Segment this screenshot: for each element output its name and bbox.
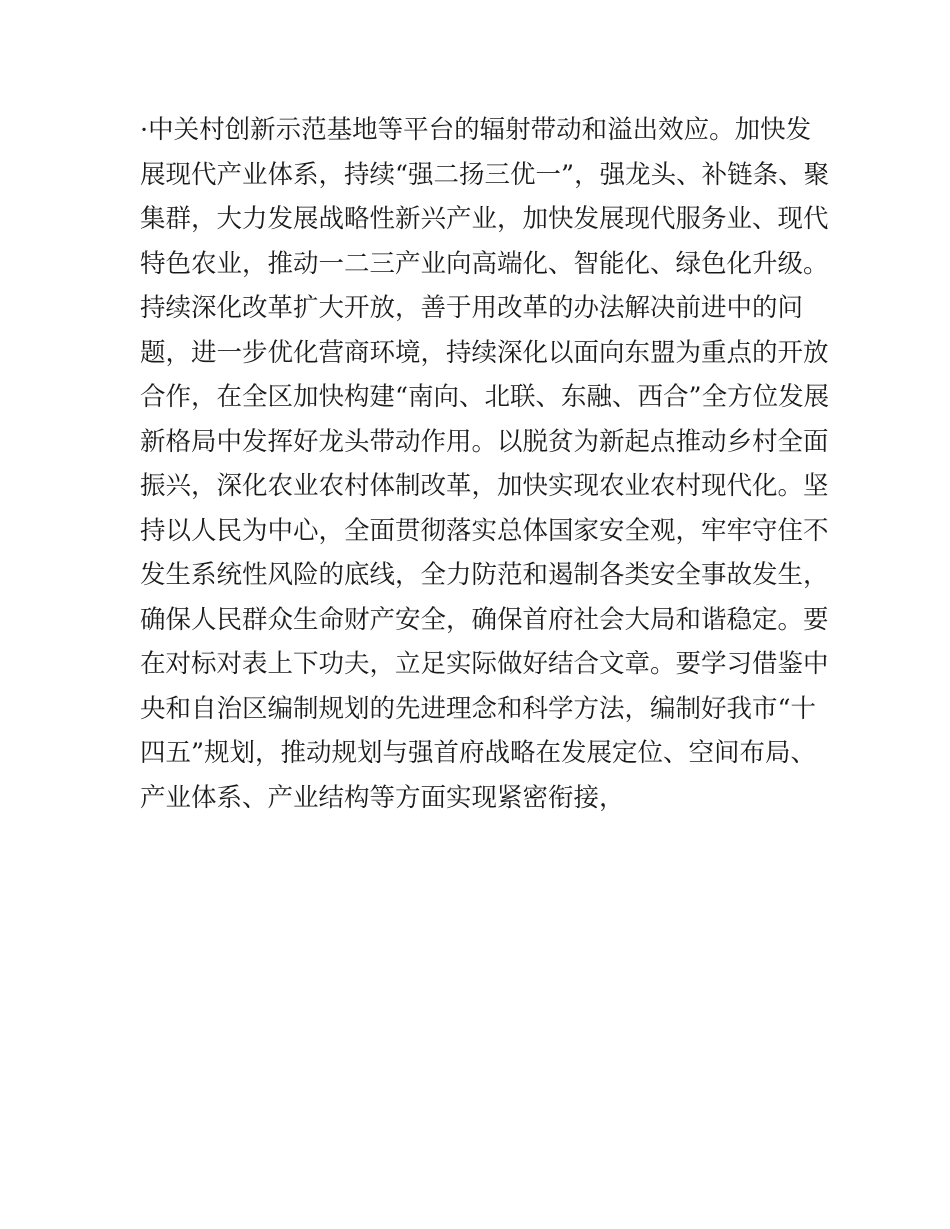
text-line: 集群，大力发展战略性新兴产业，加快发展现代服务业、现代 — [140, 204, 829, 234]
text-line: 新格局中发挥好龙头带动作用。以脱贫为新起点推动乡村全面 — [140, 426, 829, 457]
text-line: 题，进一步优化营商环境，持续深化以面向东盟为重点的开放 — [140, 337, 829, 368]
text-line: 振兴，深化农业农村体制改革，加快实现农业农村现代化。坚 — [140, 471, 829, 501]
text-line: 确保人民群众生命财产安全，确保首府社会大局和谐稳定。要 — [140, 604, 829, 635]
body-paragraph — [140, 108, 830, 820]
text-line: 特色农业，推动一二三产业向高端化、智能化、绿色化升级。 — [140, 248, 829, 279]
text-line: 央和自治区编制规划的先进理念和科学方法，编制好我市“十 — [140, 693, 817, 724]
text-line: 展现代产业体系，持续“强二扬三优一”，强龙头、补链条、聚 — [140, 159, 830, 190]
text-line: 在对标对表上下功夫，立足实际做好结合文章。要学习借鉴中 — [140, 649, 829, 679]
text-line: 发生系统性风险的底线，全力防范和遏制各类安全事故发生， — [140, 560, 829, 590]
text-line: 合作，在全区加快构建“南向、北联、东融、西合”全方位发展 — [140, 382, 830, 412]
text-line: ·中关村创新示范基地等平台的辐射带动和溢出效应。加快发 — [140, 115, 812, 145]
text-line: 持以人民为中心，全面贯彻落实总体国家安全观，牢牢守住不 — [140, 515, 829, 546]
text-line: 产业体系、产业结构等方面实现紧密衔接， — [140, 782, 625, 813]
text-line: 持续深化改革扩大开放，善于用改革的办法解决前进中的问 — [140, 293, 804, 323]
text-line: 四五”规划，推动规划与强首府战略在发展定位、空间布局、 — [140, 738, 817, 768]
